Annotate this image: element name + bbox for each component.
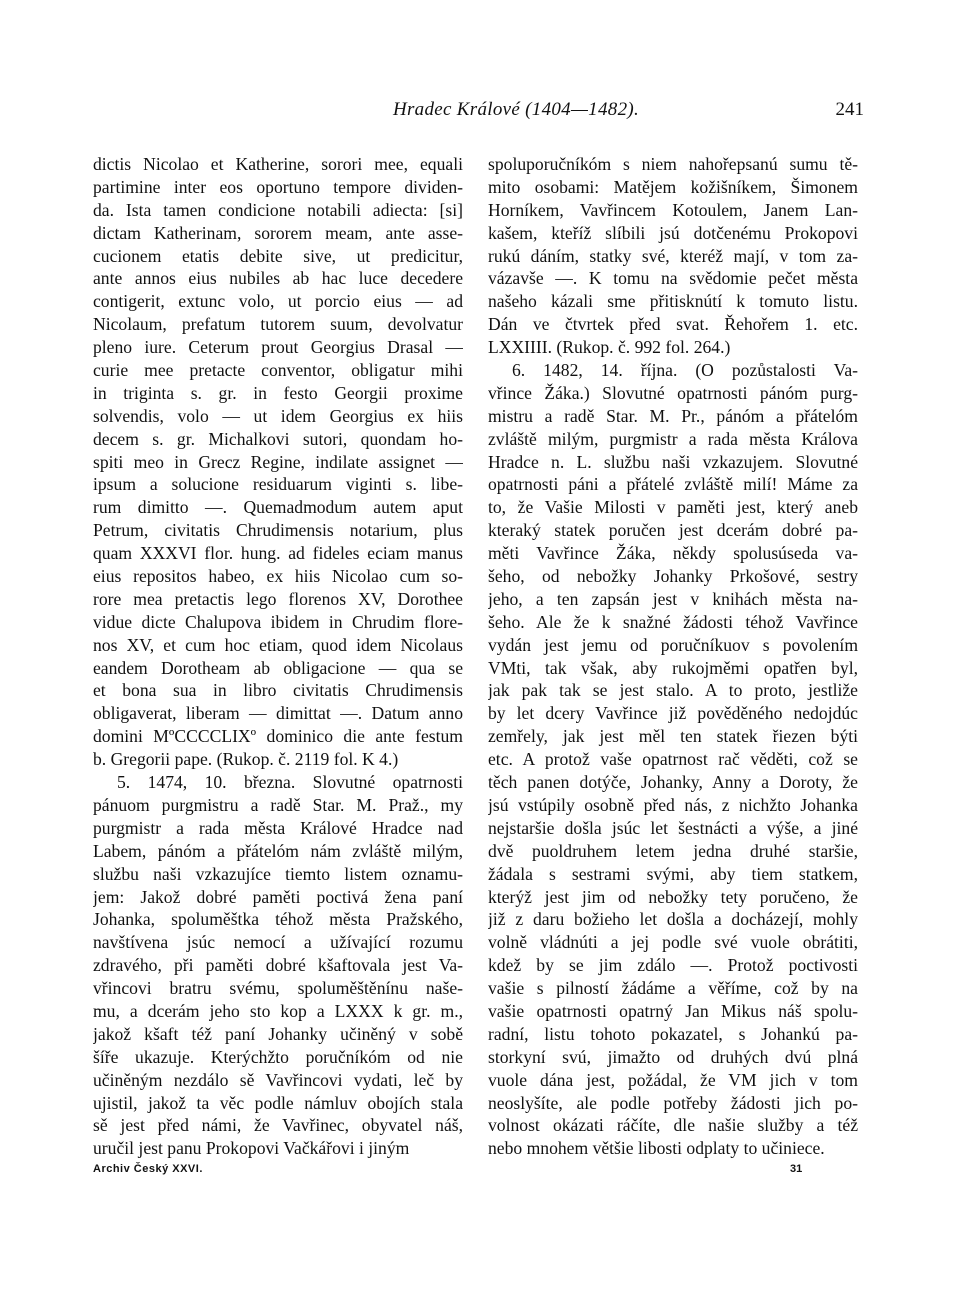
text-line: da. Ista tamen condicione notabili adiecta: [si]: [93, 199, 463, 220]
text-line: našeho kázali sme přitisknútí k tomuto listu.: [488, 291, 858, 312]
text-line: vidue dicte Chalupova ibidem in Chrudim flore-: [93, 611, 463, 632]
text-line: eandem Dorotheam ab obligacione — qua se: [93, 657, 463, 678]
text-line: domini MºCCCCLIXº dominico die ante festum: [93, 726, 463, 747]
text-line: jakož kšaft též paní Johanky učiněný v sobě: [93, 1023, 463, 1044]
text-line: Dán ve čtvrtek před svat. Řehořem 1. etc.: [488, 314, 858, 335]
right-text-column: [488, 153, 858, 1160]
text-line: kdež by se jim zdálo —. Protož poctivosti: [488, 955, 858, 976]
text-line: et bona sua in libro civitatis Chrudimensis: [93, 680, 463, 701]
text-line: navštívena jsúc nemocí a užívající rozumu: [93, 932, 463, 953]
text-line: zvláště milým, purgmistr a rada města Králova: [488, 428, 858, 449]
text-line: nebo mnohem většie libosti odplaty to učiniece.: [488, 1138, 825, 1159]
text-line: spiti meo in Grecz Regine, indilate assignet —: [93, 451, 463, 472]
text-line: ujistil, jakož ta věc podle námluv obojích stala: [93, 1092, 463, 1113]
text-line: již z daru božieho let došla a docházejí, mohly: [488, 909, 858, 930]
text-line: vašie s pilností žádáme a věříme, což by na: [488, 978, 858, 999]
text-line: opatrnosti páni a přátelé zvláště milí! Máme za: [488, 474, 858, 495]
text-line: uručil jest panu Prokopovi Vačkářovi i jiným: [93, 1138, 410, 1159]
text-line: vázavše —. K tomu na svědomie pečet města: [488, 268, 858, 289]
text-line: eius repositos habeo, ex hiis Nicolao cum so-: [93, 566, 463, 587]
text-line: Nicolaum, prefatum tutorem suum, devolvatur: [93, 314, 463, 335]
text-line: těch panen dotýče, Johanky, Anny a Doroty, že: [488, 772, 858, 793]
text-line: 6. 1482, 14. října. (O pozůstalosti Va-: [512, 360, 858, 381]
text-line: dictam Katherinam, sororem meam, ante asse-: [93, 222, 463, 243]
text-line: rukú dáním, statky své, kteréž mají, v tom za-: [488, 245, 858, 266]
text-line: žádala s sestrami svými, aby tiem statkem,: [488, 863, 858, 884]
text-line: měti Vavřince Žáka, někdy spolusúseda va-: [488, 543, 858, 564]
text-line: jeho, a ten zapsán jest v knihách města na-: [488, 588, 858, 609]
text-line: šíře ukazuje. Kterýchžto poručníkóm od nie: [93, 1046, 463, 1067]
text-line: ante annos eius nubiles ab hac luce decedere: [93, 268, 463, 289]
text-line: ipsum a solucione residuarum viginti s. libe-: [93, 474, 463, 495]
text-line: jak pak tak se jest stalo. A to proto, jestliže: [488, 680, 858, 701]
text-line: etc. A protož vaše opatrnost rač věděti, což se: [488, 749, 858, 770]
text-line: dvě puoldruhem letem jedna druhé staršie,: [488, 840, 858, 861]
text-line: neoslyšíte, ale podle potřeby žádosti jich po-: [488, 1092, 858, 1113]
text-line: vydán jest jemu od poručníkuov s povolením: [488, 634, 858, 655]
text-line: šeho. Ale že k snažné žádosti téhož Vavřince: [488, 611, 858, 632]
sheet-number: 31: [790, 1163, 803, 1175]
text-line: obligaverat, liberam — dimittat —. Datum anno: [93, 703, 463, 724]
page-number: 241: [835, 99, 864, 120]
text-line: Petrum, civitatis Chrudimensis notarium, plus: [93, 520, 463, 541]
text-line: službu naši vzkazujíce tiemto listem oznamu-: [93, 863, 463, 884]
text-line: cucionem etatis debite sive, ut predicitur,: [93, 245, 463, 266]
text-line: kterýž jest jim od nebožky tety poručeno, že: [488, 886, 858, 907]
text-line: b. Gregorii pape. (Rukop. č. 2119 fol. K 4.): [93, 749, 399, 770]
text-line: decem s. gr. Michalkovi sutori, quondam ho-: [93, 428, 463, 449]
text-line: purgmistr a rada města Králové Hradce nad: [93, 817, 463, 838]
text-line: kteraký statek poručen jest dcerám dobré pa-: [488, 520, 858, 541]
text-line: mistru a radě Star. M. Pr., pánóm a přátelóm: [488, 405, 858, 426]
text-line: to, že Vašie Milosti v paměti jest, který aneb: [488, 497, 858, 518]
text-line: spoluporučníkóm s niem nahořepsanú sumu tě-: [488, 154, 858, 174]
text-line: vašie opatrnosti opatrný Jan Mikus náš spolu-: [488, 1000, 858, 1021]
text-line: LXXIIII. (Rukop. č. 992 fol. 264.): [488, 337, 731, 358]
text-line: partimine inter eos oportuno tempore dividen-: [93, 176, 463, 197]
text-line: jsú vstúpily osobně před nás, z nichžto Johanka: [488, 794, 858, 815]
text-line: volnost okázati ráčíte, dle našie služby a též: [488, 1115, 858, 1136]
text-line: storkyní svú, jimažto od druhých dvú plná: [488, 1046, 858, 1067]
signature-mark: Archiv Český XXVI.: [93, 1163, 203, 1175]
text-line: Johanka, spoluměštka téhož města Pražského,: [93, 909, 463, 930]
text-line: učiněným nezdálo sě Vavřincovi vydati, leč by: [93, 1069, 463, 1090]
text-line: Horníkem, Vavřincem Kotoulem, Janem Lan-: [488, 199, 858, 220]
text-line: mu, a dcerám jeho sto kop a LXXX k gr. m.,: [93, 1000, 463, 1021]
text-line: sě jest před námi, že Vavřinec, obyvatel náš,: [93, 1115, 463, 1136]
text-line: jem: Jakož dobré paměti poctivá žena paní: [93, 886, 463, 907]
text-line: šeho, od nebožky Johanky Prkošové, sestry: [488, 566, 858, 587]
text-line: VMti, tak však, aby rukojměmi opatřen byl,: [488, 657, 858, 678]
running-head: [92, 99, 872, 129]
text-line: quam XXXVI flor. hung. ad fideles eciam manus: [93, 543, 463, 564]
text-line: Labem, pánóm a přátelóm nám zvláště milým,: [93, 840, 463, 861]
text-line: curie mee pretacte conventor, obligatur mihi: [93, 360, 463, 381]
text-line: radní, listu tohoto pokazatel, s Johankú pa-: [488, 1023, 858, 1044]
text-line: contigerit, extunc volo, ut porcio eius — ad: [93, 291, 463, 312]
text-line: vřince Žáka.) Slovutné opatrnosti pánóm purg-: [488, 382, 858, 403]
text-line: vuole dána jest, požádal, že VM jich v tom: [488, 1069, 858, 1090]
text-line: 5. 1474, 10. března. Slovutné opatrnosti: [117, 772, 463, 793]
text-line: in triginta s. gr. in festo Georgii proxime: [93, 382, 463, 403]
text-line: volně vládnúti a jej podle své vuole obrátiti,: [488, 932, 858, 953]
text-line: rore mea pretactis lego florenos XV, Dorothee: [93, 588, 463, 609]
text-line: nos XV, et cum hoc etiam, quod idem Nicolaus: [93, 634, 463, 655]
text-line: pleno iure. Ceterum prout Georgius Drasal —: [93, 337, 463, 358]
text-line: pánuom purgmistru a radě Star. M. Praž., my: [93, 794, 463, 815]
text-line: rum dimitto —. Quemadmodum autem aput: [93, 497, 463, 518]
text-line: solvendis, volo — ut idem Georgius ex hiis: [93, 405, 463, 426]
text-line: dictis Nicolao et Katherine, sorori mee, equali: [93, 154, 463, 174]
left-text-column: [93, 153, 463, 1160]
text-line: zdravého, při paměti dobré kšaftovala jest Va-: [93, 955, 463, 976]
text-line: vřincovi bratru svému, spoluměštěnínu naše-: [93, 978, 463, 999]
running-title: Hradec Králové (1404—1482).: [392, 99, 640, 120]
text-line: zemřely, jak jest měl ten statek řiezen býti: [488, 726, 858, 747]
text-line: kašem, kteříž slíbili jsú dotčenému Prokopovi: [488, 222, 858, 243]
text-line: mito osobami: Matějem kožišníkem, Šimonem: [488, 176, 858, 197]
text-line: by let dcery Vavřince již pověděného nedojdúc: [488, 703, 858, 724]
text-line: nejstaršie došla jsúc let šestnácti a výše, a jiné: [488, 817, 858, 838]
text-line: Hradce n. L. službu naši vzkazujem. Slovutné: [488, 451, 858, 472]
